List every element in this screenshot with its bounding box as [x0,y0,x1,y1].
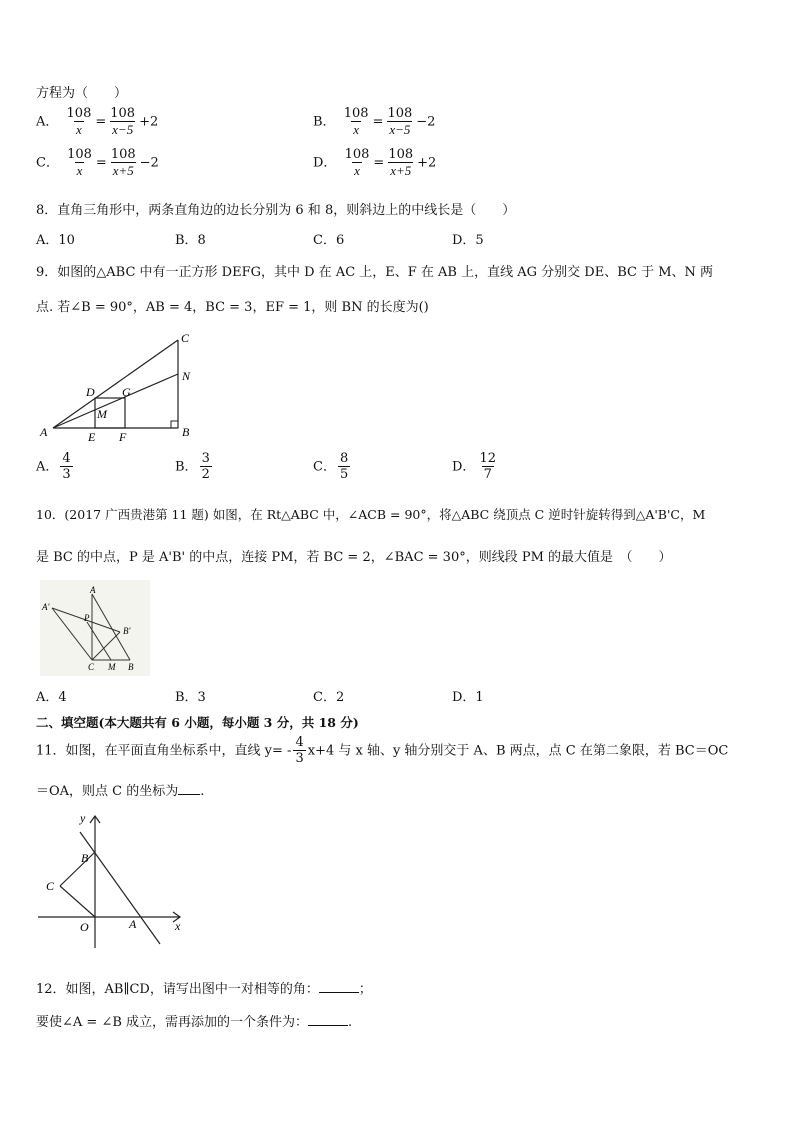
label-b: B [182,425,190,439]
label-m: M [108,662,116,672]
label-c: C [88,662,95,672]
q11-stem-line1: 11．如图，在平面直角坐标系中，直线 y= - $\frac{4}{3}$ x+4 与 x 轴、y 轴分别交于 A、B 两点，点 C 在第二象限，若 BC＝OC [36,735,729,766]
q10-option-a[interactable]: A．4 [36,690,67,705]
q8-option-d[interactable]: D．5 [452,233,484,248]
q7-option-b[interactable]: B． $\frac{108}{x}$ = $\frac{108}{x-5}$ −2 [313,106,436,137]
q9-figure [38,328,208,446]
fraction: $\frac{4}{3}$ [62,451,71,482]
label-o: O [80,920,89,934]
q7-option-a[interactable]: A． $\frac{108}{x}$ = $\frac{108}{x-5}$ +2 [36,106,159,137]
q10-option-d[interactable]: D．1 [452,690,484,705]
fraction: $\frac{3}{2}$ [201,451,210,482]
q7-stem-tail: 方程为（ ） [36,86,128,101]
label-a-prime: A' [42,602,50,612]
fraction: $\frac{108}{x+5}$ [110,147,136,178]
q9-option-b[interactable]: B． $\frac{3}{2}$ [175,451,210,482]
q10-stem-line2: 是 BC 的中点，P 是 A'B' 的中点，连接 PM，若 BC = 2，∠BAC = 30°，则线段 PM 的最大值是 （ ） [36,550,672,565]
label-x: x [175,919,181,933]
fraction: $\frac{12}{7}$ [479,451,496,482]
fraction: $\frac{108}{x}$ [66,106,92,137]
label-f: F [119,430,127,444]
label-b: B [81,851,89,865]
q9-option-d[interactable]: D． $\frac{12}{7}$ [452,451,496,482]
fraction: $\frac{8}{5}$ [339,451,349,482]
q9-option-a[interactable]: A． $\frac{4}{3}$ [36,451,71,482]
label-e: E [88,430,96,444]
answer-blank[interactable] [308,1013,348,1026]
label-d: D [86,385,95,399]
q8-option-b[interactable]: B．8 [175,233,206,248]
q7-option-d[interactable]: D． $\frac{108}{x}$ = $\frac{108}{x+5}$ +2 [313,147,437,178]
fraction: $\frac{108}{x-5}$ [387,106,413,137]
section-title: 二、填空题(本大题共有 6 小题，每小题 3 分，共 18 分) [36,715,359,730]
q10-figure [40,580,150,676]
q9-option-c[interactable]: C． $\frac{8}{5}$ [313,451,349,482]
fraction: $\frac{108}{x-5}$ [110,106,136,137]
q11-stem-line2: ＝OA，则点 C 的坐标为 . [36,784,205,799]
label-n: N [182,369,191,383]
q12-line2: 要使∠A = ∠B 成立，需再添加的一个条件为： . [36,1015,353,1030]
q10-option-b[interactable]: B．3 [175,690,206,705]
label-g: G [122,385,131,399]
label-b-prime: B' [123,626,131,636]
fraction: $\frac{108}{x}$ [343,106,369,137]
q8-option-c[interactable]: C．6 [313,233,345,248]
label-a: A [129,917,137,931]
q8-stem: 8．直角三角形中，两条直角边的边长分别为 6 和 8，则斜边上的中线长是（ ） [36,203,516,218]
q10-option-c[interactable]: C．2 [313,690,345,705]
fraction: $\frac{108}{x+5}$ [388,147,414,178]
label-c: C [181,331,190,345]
q7-option-c[interactable]: C． $\frac{108}{x}$ = $\frac{108}{x+5}$ −2 [36,147,159,178]
label-c: C [46,879,55,893]
fraction: $\frac{108}{x}$ [67,147,92,178]
answer-blank[interactable] [319,980,359,993]
label-a: A [90,585,96,595]
fraction: $\frac{4}{3}$ [295,735,304,766]
label-m: M [97,407,107,421]
q11-figure [36,810,186,950]
q10-stem-line1: 10．(2017 广西贵港第 11 题) 如图，在 Rt△ABC 中，∠ACB = 90°，将△ABC 绕顶点 C 逆时针旋转得到△A'B'C，M [36,507,706,522]
label-y: y [80,811,86,825]
q8-option-a[interactable]: A．10 [36,233,75,248]
label-a: A [40,425,48,439]
answer-blank[interactable] [178,782,200,795]
q12-line1: 12．如图，AB∥CD，请写出图中一对相等的角： ； [36,982,372,997]
label-p: P [84,613,90,623]
q9-stem-line1: 9．如图的△ABC 中有一正方形 DEFG，其中 D 在 AC 上，E、F 在 AB 上，直线 AG 分别交 DE、BC 于 M、N 两 [36,265,714,280]
fraction: $\frac{108}{x}$ [344,147,370,178]
q9-stem-line2: 点. 若∠B = 90°，AB = 4，BC = 3，EF = 1，则 BN 的长度为() [36,300,429,315]
label-b: B [128,662,134,672]
